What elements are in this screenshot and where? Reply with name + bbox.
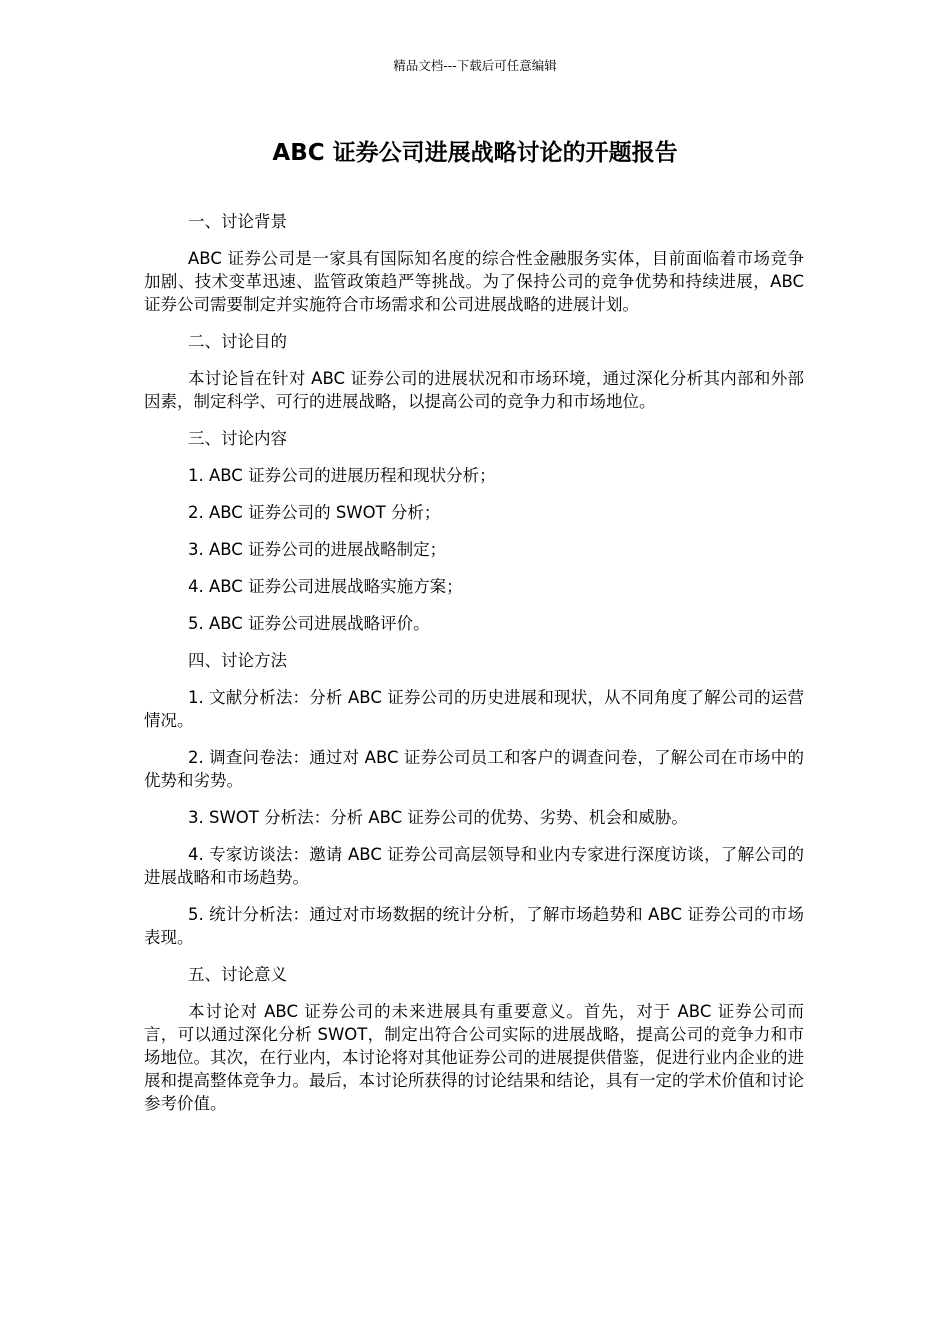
section-heading-background: 一、讨论背景 — [188, 212, 287, 231]
section-heading-method: 四、讨论方法 — [188, 651, 287, 670]
paragraph-background: ABC 证券公司是一家具有国际知名度的综合性金融服务实体，目前面临着市场竞争加剧、技术变革迅速、监管政策趋严等挑战。为了保持公司的竞争优势和持续进展，ABC 证券公司需要制定并实施符合市场需求和公司进展战略的进展计划。 — [144, 249, 804, 314]
content-item-1: 1. ABC 证券公司的进展历程和现状分析； — [188, 466, 496, 485]
paragraph-purpose: 本讨论旨在针对 ABC 证券公司的进展状况和市场环境，通过深化分析其内部和外部因素，制定科学、可行的进展战略，以提高公司的竞争力和市场地位。 — [144, 369, 804, 411]
content-item-3: 3. ABC 证券公司的进展战略制定； — [188, 540, 447, 559]
method-item-1: 1. 文献分析法：分析 ABC 证券公司的历史进展和现状，从不同角度了解公司的运营情况。 — [144, 688, 804, 730]
method-item-4: 4. 专家访谈法：邀请 ABC 证券公司高层领导和业内专家进行深度访谈，了解公司的进展战略和市场趋势。 — [144, 845, 804, 887]
method-item-3: 3. SWOT 分析法：分析 ABC 证券公司的优势、劣势、机会和威胁。 — [188, 808, 688, 827]
document-title: ABC 证券公司进展战略讨论的开题报告 — [272, 140, 678, 166]
content-item-4: 4. ABC 证券公司进展战略实施方案； — [188, 577, 463, 596]
content-item-5: 5. ABC 证券公司进展战略评价。 — [188, 614, 430, 633]
section-heading-purpose: 二、讨论目的 — [188, 332, 287, 351]
paragraph-significance: 本讨论对 ABC 证券公司的未来进展具有重要意义。首先，对于 ABC 证券公司而言，可以通过深化分析 SWOT，制定出符合公司实际的进展战略，提高公司的竞争力和市场地位。其次，在行业内，本讨论将对其他证券公司的进展提供借鉴，促进行业内企业的进展和提高整体竞争力。最后，本讨论所获得的讨论结果和结论，具有一定的学术价值和讨论参考价值。 — [144, 1002, 804, 1113]
document-body — [144, 210, 804, 1129]
content-item-2: 2. ABC 证券公司的 SWOT 分析； — [188, 503, 441, 522]
header-note: 精品文档---下载后可任意编辑 — [393, 58, 557, 73]
section-heading-content: 三、讨论内容 — [188, 429, 287, 448]
method-item-5: 5. 统计分析法：通过对市场数据的统计分析，了解市场趋势和 ABC 证券公司的市场表现。 — [144, 905, 804, 947]
section-heading-significance: 五、讨论意义 — [188, 965, 287, 984]
method-item-2: 2. 调查问卷法：通过对 ABC 证券公司员工和客户的调查问卷，了解公司在市场中的优势和劣势。 — [144, 748, 804, 790]
